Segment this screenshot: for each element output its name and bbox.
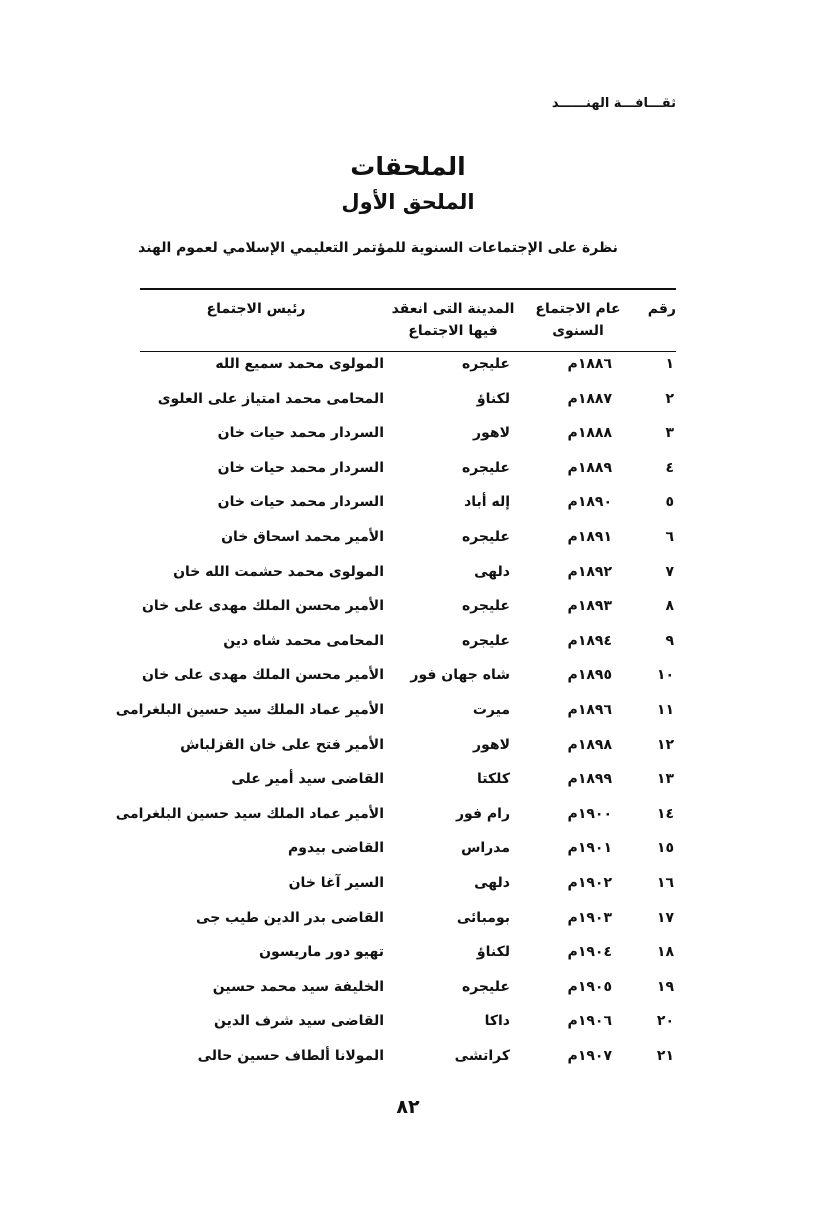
- row-city: عليجره: [461, 979, 510, 995]
- row-city: دلهى: [474, 875, 510, 891]
- row-year: ١٨٨٩م: [567, 460, 612, 476]
- row-year: ١٨٩٩م: [567, 771, 612, 787]
- header-num: رقم: [647, 301, 676, 317]
- table-header-rule: [140, 351, 676, 352]
- row-num: ١٦: [656, 875, 674, 891]
- page-number: ٨٢: [396, 1096, 420, 1118]
- row-president: الأمير فتح على خان القزلباش: [180, 737, 384, 753]
- row-city: شاه جهان فور: [410, 667, 510, 683]
- row-year: ١٩٠٥م: [567, 979, 612, 995]
- row-president: المحامى محمد امتياز على العلوى: [157, 391, 384, 407]
- row-president: المولوى محمد سميع الله: [215, 356, 384, 372]
- row-year: ١٩٠٤م: [567, 944, 612, 960]
- row-num: ١٩: [656, 979, 674, 995]
- row-year: ١٨٨٦م: [567, 356, 612, 372]
- row-num: ١٢: [656, 737, 674, 753]
- row-city: عليجره: [461, 529, 510, 545]
- row-year: ١٩٠٣م: [567, 910, 612, 926]
- row-num: ٩: [665, 633, 674, 649]
- row-num: ٤: [665, 460, 674, 476]
- row-num: ١١: [656, 702, 674, 718]
- row-year: ١٩٠٦م: [567, 1013, 612, 1029]
- row-president: القاضى بدر الدين طيب جى: [196, 910, 384, 926]
- row-city: عليجره: [461, 460, 510, 476]
- header-city-line2: فيها الاجتماع: [408, 323, 498, 339]
- row-president: السردار محمد حيات خان: [217, 494, 384, 510]
- row-num: ١٨: [656, 944, 674, 960]
- row-president: القاضى سيد أمير على: [231, 771, 384, 787]
- row-num: ٣: [665, 425, 674, 441]
- row-president: المحامى محمد شاه دين: [223, 633, 384, 649]
- row-num: ١٠: [656, 667, 674, 683]
- row-num: ١٧: [656, 910, 674, 926]
- page-subtitle: الملحق الأول: [341, 190, 475, 214]
- row-num: ٢: [665, 391, 674, 407]
- row-year: ١٨٩٢م: [567, 564, 612, 580]
- row-president: السير آغا خان: [288, 875, 384, 891]
- row-num: ٢١: [656, 1048, 674, 1064]
- row-num: ٧: [665, 564, 674, 580]
- row-city: داكا: [484, 1013, 510, 1029]
- row-city: مدراس: [461, 840, 510, 856]
- header-year: [530, 298, 626, 342]
- row-president: السردار محمد حيات خان: [217, 460, 384, 476]
- header-city: [388, 298, 518, 342]
- row-city: عليجره: [461, 598, 510, 614]
- row-city: كراتشى: [454, 1048, 510, 1064]
- row-num: ٨: [665, 598, 674, 614]
- row-num: ١٣: [656, 771, 674, 787]
- row-city: لاهور: [473, 425, 510, 441]
- row-president: تهيو دور ماريسون: [259, 944, 384, 960]
- row-city: إله أباد: [464, 494, 510, 510]
- row-president: القاضى سيد شرف الدين: [213, 1013, 384, 1029]
- row-num: ١٥: [656, 840, 674, 856]
- row-num: ١: [665, 356, 674, 372]
- row-president: الخليفة سيد محمد حسين: [212, 979, 384, 995]
- page-title: الملحقات: [350, 152, 466, 181]
- running-header: ثقـــافـــة الهنــــــد: [551, 96, 676, 111]
- row-year: ١٨٩١م: [567, 529, 612, 545]
- row-president: الأمير عماد الملك سيد حسين البلغرامى: [115, 702, 384, 718]
- row-num: ٦: [665, 529, 674, 545]
- row-city: دلهى: [474, 564, 510, 580]
- row-year: ١٨٩٤م: [567, 633, 612, 649]
- row-year: ١٨٩٦م: [567, 702, 612, 718]
- row-city: لكناؤ: [476, 391, 510, 407]
- header-year-line1: عام الاجتماع: [535, 301, 621, 317]
- row-president: المولانا ألطاف حسين حالى: [197, 1048, 384, 1064]
- header-city-line1: المدينة التى انعقد: [391, 301, 515, 317]
- row-president: السردار محمد حيات خان: [217, 425, 384, 441]
- row-year: ١٩٠٧م: [567, 1048, 612, 1064]
- row-year: ١٩٠١م: [567, 840, 612, 856]
- header-president: رئيس الاجتماع: [206, 301, 306, 317]
- row-city: رام فور: [456, 806, 510, 822]
- row-president: المولوى محمد حشمت الله خان: [173, 564, 384, 580]
- row-city: لاهور: [473, 737, 510, 753]
- row-year: ١٨٩٣م: [567, 598, 612, 614]
- row-year: ١٨٨٧م: [567, 391, 612, 407]
- row-num: ٢٠: [656, 1013, 674, 1029]
- row-president: الأمير محمد اسحاق خان: [221, 529, 384, 545]
- row-num: ٥: [665, 494, 674, 510]
- row-city: عليجره: [461, 356, 510, 372]
- row-president: الأمير محسن الملك مهدى على خان: [141, 667, 384, 683]
- row-city: لكناؤ: [476, 944, 510, 960]
- row-num: ١٤: [656, 806, 674, 822]
- row-year: ١٨٩٠م: [567, 494, 612, 510]
- row-president: القاضى بيدوم: [288, 840, 384, 856]
- row-year: ١٨٩٨م: [567, 737, 612, 753]
- row-year: ١٨٨٨م: [567, 425, 612, 441]
- row-city: ميرت: [472, 702, 510, 718]
- row-president: الأمير محسن الملك مهدى على خان: [141, 598, 384, 614]
- row-city: عليجره: [461, 633, 510, 649]
- row-city: كلكتا: [477, 771, 510, 787]
- row-year: ١٨٩٥م: [567, 667, 612, 683]
- row-year: ١٩٠٠م: [567, 806, 612, 822]
- row-year: ١٩٠٢م: [567, 875, 612, 891]
- table-caption: نظرة على الإجتماعات السنوية للمؤتمر التعليمي الإسلامي لعموم الهند: [138, 240, 618, 256]
- header-year-line2: السنوى: [552, 323, 604, 339]
- row-city: بومبائى: [456, 910, 510, 926]
- row-president: الأمير عماد الملك سيد حسين البلغرامى: [115, 806, 384, 822]
